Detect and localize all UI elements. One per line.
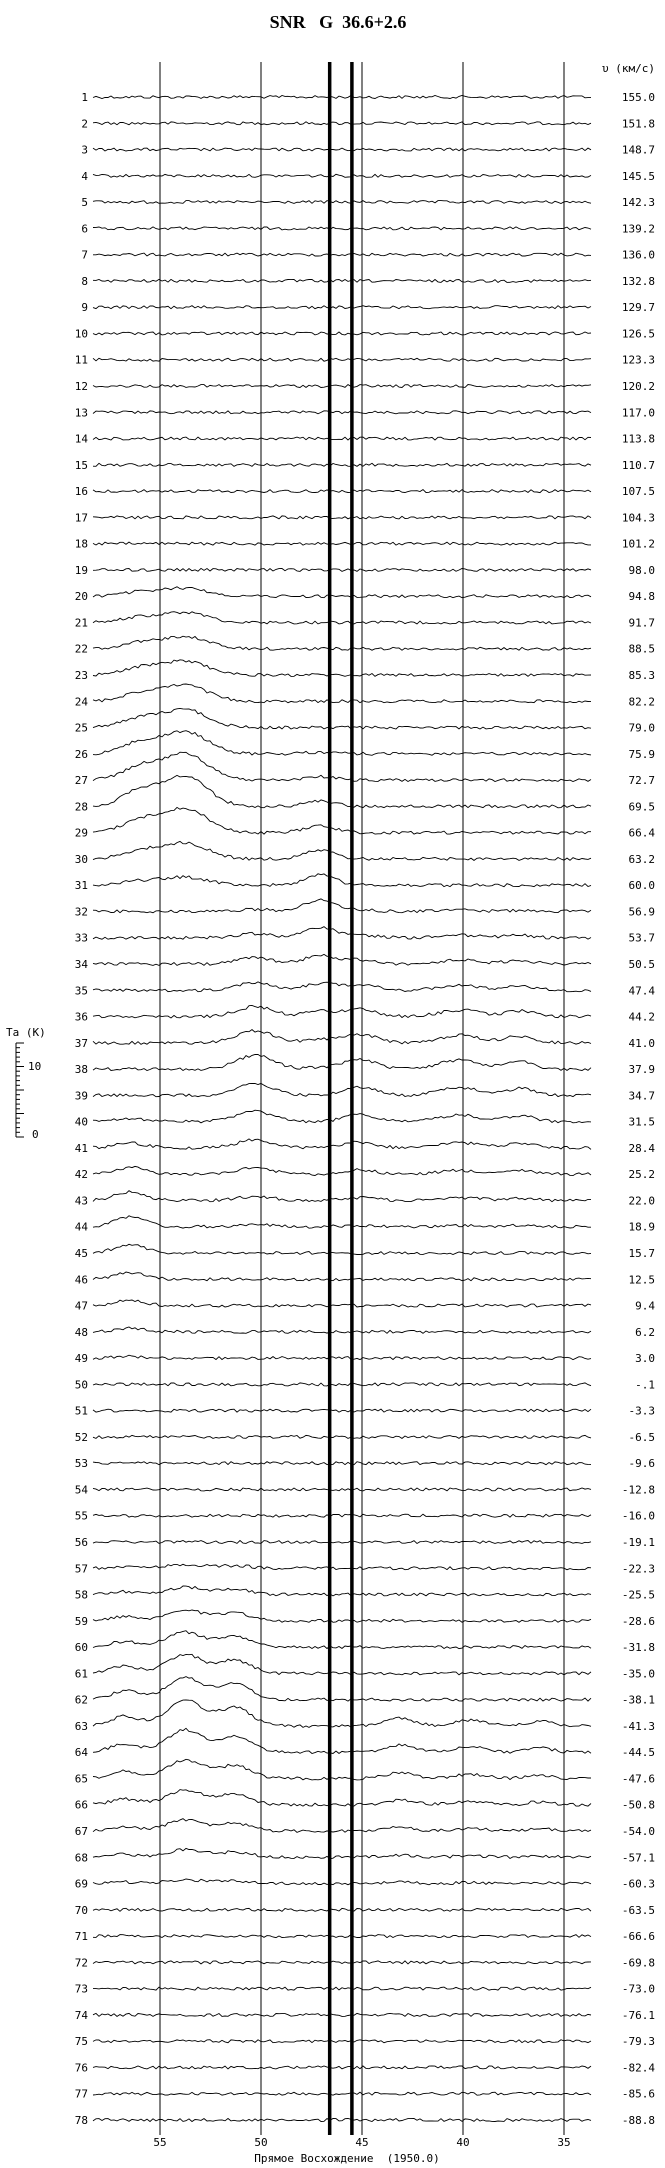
channel-label-66: 66 xyxy=(74,1798,88,1812)
trace-ch-55 xyxy=(93,1514,591,1517)
trace-ch-16 xyxy=(93,490,591,493)
channel-label-55: 55 xyxy=(74,1509,88,1523)
trace-ch-69 xyxy=(93,1879,591,1885)
x-tick-50: 50 xyxy=(254,2136,268,2149)
channel-label-16: 16 xyxy=(74,485,88,499)
velocity-label-27: 72.7 xyxy=(628,774,655,788)
x-tick-55: 55 xyxy=(153,2136,167,2149)
velocity-label-37: 41.0 xyxy=(628,1036,655,1050)
trace-ch-35 xyxy=(93,982,591,992)
velocity-label-63: -41.3 xyxy=(621,1719,655,1733)
velocity-label-75: -79.3 xyxy=(621,2035,655,2049)
velocity-label-10: 126.5 xyxy=(621,327,655,341)
trace-ch-53 xyxy=(93,1462,591,1465)
channel-label-53: 53 xyxy=(74,1457,88,1471)
velocity-label-74: -76.1 xyxy=(621,2008,655,2022)
trace-ch-58 xyxy=(93,1586,591,1596)
velocity-label-18: 101.2 xyxy=(621,537,655,551)
velocity-label-35: 47.4 xyxy=(628,984,655,998)
channel-label-37: 37 xyxy=(74,1036,88,1050)
velocity-label-9: 129.7 xyxy=(621,301,655,315)
channel-label-68: 68 xyxy=(74,1851,88,1865)
velocity-label-2: 151.8 xyxy=(621,117,655,131)
channel-label-36: 36 xyxy=(74,1010,88,1024)
ra-grid xyxy=(160,62,564,2135)
channel-label-42: 42 xyxy=(74,1168,88,1182)
trace-ch-37 xyxy=(93,1030,591,1045)
trace-ch-54 xyxy=(93,1488,591,1491)
channel-label-76: 76 xyxy=(74,2061,88,2075)
trace-ch-27 xyxy=(93,752,591,781)
channel-label-17: 17 xyxy=(74,511,88,525)
ta-scale-label: Ta (K) xyxy=(6,1026,46,1039)
trace-ch-19 xyxy=(93,568,591,571)
channel-label-41: 41 xyxy=(74,1141,88,1155)
trace-ch-56 xyxy=(93,1541,591,1544)
channel-label-31: 31 xyxy=(74,879,88,893)
channel-label-21: 21 xyxy=(74,616,88,630)
trace-ch-75 xyxy=(93,2040,591,2043)
trace-ch-29 xyxy=(93,807,591,834)
channel-label-39: 39 xyxy=(74,1089,88,1103)
velocity-label-53: -9.6 xyxy=(628,1457,655,1471)
channel-label-70: 70 xyxy=(74,1903,88,1917)
channel-label-54: 54 xyxy=(74,1483,88,1497)
trace-ch-24 xyxy=(93,684,591,703)
channel-label-57: 57 xyxy=(74,1562,88,1576)
velocity-label-7: 136.0 xyxy=(621,248,655,262)
trace-ch-38 xyxy=(93,1054,591,1070)
trace-ch-11 xyxy=(93,358,591,361)
channel-label-63: 63 xyxy=(74,1719,88,1733)
channel-label-49: 49 xyxy=(74,1352,88,1366)
velocity-label-42: 25.2 xyxy=(628,1168,655,1182)
channel-label-6: 6 xyxy=(81,222,88,236)
channel-label-2: 2 xyxy=(81,117,88,131)
channel-label-67: 67 xyxy=(74,1825,88,1838)
velocity-label-44: 18.9 xyxy=(628,1220,655,1234)
channel-label-24: 24 xyxy=(74,695,88,709)
channel-label-23: 23 xyxy=(74,669,88,682)
channel-label-40: 40 xyxy=(74,1115,88,1129)
trace-ch-2 xyxy=(93,122,591,125)
trace-ch-78 xyxy=(93,2119,591,2122)
velocity-label-77: -85.6 xyxy=(621,2087,655,2101)
trace-ch-5 xyxy=(93,201,591,204)
velocity-label-58: -25.5 xyxy=(621,1588,655,1602)
trace-ch-46 xyxy=(93,1272,591,1281)
trace-ch-70 xyxy=(93,1908,591,1911)
chart-title: SNR G 36.6+2.6 xyxy=(269,12,407,32)
trace-ch-61 xyxy=(93,1654,591,1675)
velocity-label-47: 9.4 xyxy=(635,1299,655,1313)
ta-scale-tick-10: 10 xyxy=(28,1060,42,1073)
channel-label-30: 30 xyxy=(74,852,88,866)
channel-label-4: 4 xyxy=(81,169,88,183)
channel-label-32: 32 xyxy=(74,905,88,919)
velocity-label-17: 104.3 xyxy=(621,511,655,525)
trace-ch-50 xyxy=(93,1383,591,1386)
velocity-label-46: 12.5 xyxy=(628,1273,655,1287)
trace-ch-39 xyxy=(93,1083,591,1096)
trace-ch-76 xyxy=(93,2066,591,2069)
channel-label-14: 14 xyxy=(74,432,88,446)
velocity-label-24: 82.2 xyxy=(628,695,655,709)
ta-scale-bar xyxy=(6,1026,46,1141)
trace-ch-45 xyxy=(93,1244,591,1254)
trace-ch-66 xyxy=(93,1790,591,1807)
trace-ch-72 xyxy=(93,1961,591,1964)
trace-ch-12 xyxy=(93,385,591,388)
velocity-label-52: -6.5 xyxy=(628,1430,655,1444)
trace-ch-52 xyxy=(93,1435,591,1438)
velocity-label-14: 113.8 xyxy=(621,432,655,446)
trace-ch-14 xyxy=(93,437,591,440)
velocity-label-13: 117.0 xyxy=(621,406,655,420)
channel-label-11: 11 xyxy=(74,353,88,367)
channel-label-44: 44 xyxy=(74,1220,88,1234)
trace-ch-73 xyxy=(93,1987,591,1990)
velocity-label-49: 3.0 xyxy=(635,1352,655,1366)
velocity-label-48: 6.2 xyxy=(635,1325,655,1339)
trace-ch-77 xyxy=(93,2092,591,2095)
velocity-label-36: 44.2 xyxy=(628,1010,655,1024)
trace-ch-1 xyxy=(93,96,591,99)
channel-label-52: 52 xyxy=(74,1430,88,1444)
velocity-label-43: 22.0 xyxy=(628,1194,655,1208)
trace-ch-44 xyxy=(93,1216,591,1228)
channel-label-8: 8 xyxy=(81,274,88,288)
velocity-label-68: -57.1 xyxy=(621,1851,655,1865)
velocity-label-12: 120.2 xyxy=(621,380,655,393)
trace-ch-71 xyxy=(93,1935,591,1938)
trace-ch-34 xyxy=(93,954,591,965)
velocity-label-51: -3.3 xyxy=(628,1404,655,1418)
velocity-label-40: 31.5 xyxy=(628,1115,655,1129)
velocity-label-64: -44.5 xyxy=(621,1746,655,1760)
velocity-label-33: 53.7 xyxy=(628,931,655,945)
channel-label-35: 35 xyxy=(74,984,88,998)
velocity-label-45: 15.7 xyxy=(628,1247,655,1260)
x-tick-40: 40 xyxy=(456,2136,470,2149)
velocity-label-6: 139.2 xyxy=(621,222,655,236)
trace-ch-20 xyxy=(93,587,591,598)
trace-ch-60 xyxy=(93,1631,591,1649)
trace-ch-42 xyxy=(93,1166,591,1175)
velocity-label-69: -60.3 xyxy=(621,1877,655,1891)
velocity-label-26: 75.9 xyxy=(628,747,655,761)
trace-ch-40 xyxy=(93,1110,591,1123)
channel-label-75: 75 xyxy=(74,2035,88,2049)
velocity-label-41: 28.4 xyxy=(628,1141,655,1155)
trace-ch-15 xyxy=(93,463,591,466)
channel-label-60: 60 xyxy=(74,1641,88,1655)
trace-ch-63 xyxy=(93,1700,591,1727)
channel-label-62: 62 xyxy=(74,1693,88,1707)
velocity-label-32: 56.9 xyxy=(628,905,655,919)
channel-label-34: 34 xyxy=(74,958,88,971)
trace-ch-17 xyxy=(93,516,591,519)
velocity-labels xyxy=(622,91,655,2127)
channel-label-69: 69 xyxy=(74,1877,88,1891)
channel-label-71: 71 xyxy=(74,1930,88,1944)
velocity-label-1: 155.0 xyxy=(621,91,655,104)
velocity-label-20: 94.8 xyxy=(628,590,655,604)
velocity-label-39: 34.7 xyxy=(628,1089,655,1103)
channel-label-50: 50 xyxy=(74,1378,88,1392)
channel-label-56: 56 xyxy=(74,1536,88,1549)
trace-ch-23 xyxy=(93,660,591,677)
trace-ch-51 xyxy=(93,1409,591,1412)
trace-ch-49 xyxy=(93,1355,591,1359)
channel-label-12: 12 xyxy=(74,380,88,393)
channel-label-9: 9 xyxy=(81,301,88,315)
velocity-label-3: 148.7 xyxy=(621,143,655,157)
trace-ch-65 xyxy=(93,1759,591,1780)
trace-ch-18 xyxy=(93,542,591,545)
velocity-label-34: 50.5 xyxy=(628,958,655,971)
velocity-label-11: 123.3 xyxy=(621,353,655,367)
velocity-label-15: 110.7 xyxy=(621,458,655,472)
velocity-label-72: -69.8 xyxy=(621,1956,655,1970)
trace-ch-41 xyxy=(93,1139,591,1150)
trace-ch-64 xyxy=(93,1728,591,1753)
velocity-label-54: -12.8 xyxy=(621,1483,655,1497)
trace-ch-68 xyxy=(93,1848,591,1858)
ta-scale-tick-0: 0 xyxy=(32,1128,39,1141)
velocity-label-60: -31.8 xyxy=(621,1641,655,1655)
velocity-label-73: -73.0 xyxy=(621,1982,655,1996)
channel-label-19: 19 xyxy=(74,563,88,577)
velocity-label-38: 37.9 xyxy=(628,1063,655,1077)
trace-ch-8 xyxy=(93,279,591,282)
trace-ch-26 xyxy=(93,731,591,756)
velocity-label-70: -63.5 xyxy=(621,1903,655,1917)
channel-label-51: 51 xyxy=(74,1404,88,1418)
channel-label-64: 64 xyxy=(74,1746,88,1760)
channel-label-78: 78 xyxy=(74,2114,88,2127)
trace-ch-31 xyxy=(93,874,591,887)
trace-ch-62 xyxy=(93,1677,591,1702)
trace-ch-25 xyxy=(93,708,591,729)
channel-label-20: 20 xyxy=(74,590,88,604)
velocity-label-71: -66.6 xyxy=(621,1930,655,1944)
channel-label-72: 72 xyxy=(74,1956,88,1970)
channel-label-13: 13 xyxy=(74,406,88,420)
channel-label-3: 3 xyxy=(81,143,88,157)
velocity-label-57: -22.3 xyxy=(621,1562,655,1576)
velocity-label-5: 142.3 xyxy=(621,196,655,210)
velocity-label-19: 98.0 xyxy=(628,563,655,577)
channel-label-18: 18 xyxy=(74,537,88,551)
channel-label-74: 74 xyxy=(74,2008,88,2022)
velocity-label-22: 88.5 xyxy=(628,642,655,656)
channel-label-27: 27 xyxy=(74,774,88,788)
x-ticks xyxy=(153,2136,570,2149)
x-tick-35: 35 xyxy=(557,2136,571,2149)
trace-ch-74 xyxy=(93,2013,591,2016)
velocity-label-65: -47.6 xyxy=(621,1772,655,1786)
channel-label-5: 5 xyxy=(81,196,88,210)
velocity-label-62: -38.1 xyxy=(621,1693,655,1707)
velocity-label-29: 66.4 xyxy=(628,826,655,840)
channel-label-7: 7 xyxy=(81,248,88,262)
trace-ch-57 xyxy=(93,1564,591,1569)
channel-label-25: 25 xyxy=(74,721,88,735)
channel-label-77: 77 xyxy=(74,2087,88,2101)
velocity-label-28: 69.5 xyxy=(628,800,655,814)
trace-ch-9 xyxy=(93,306,591,309)
velocity-label-78: -88.8 xyxy=(621,2114,655,2127)
trace-ch-36 xyxy=(93,1005,591,1018)
channel-label-47: 47 xyxy=(74,1299,88,1313)
velocity-label-23: 85.3 xyxy=(628,669,655,682)
channel-label-59: 59 xyxy=(74,1614,88,1628)
velocity-header: υ (км/с) xyxy=(602,62,655,75)
velocity-label-21: 91.7 xyxy=(628,616,655,630)
channel-label-26: 26 xyxy=(74,747,88,761)
x-axis-label: Прямое Восхождение (1950.0) xyxy=(254,2152,440,2165)
velocity-label-4: 145.5 xyxy=(621,169,655,183)
channel-label-43: 43 xyxy=(74,1194,88,1208)
trace-ch-48 xyxy=(93,1327,591,1333)
velocity-label-55: -16.0 xyxy=(621,1509,655,1523)
trace-ch-47 xyxy=(93,1300,591,1307)
velocity-label-30: 63.2 xyxy=(628,852,655,866)
velocity-label-8: 132.8 xyxy=(621,274,655,288)
channel-label-10: 10 xyxy=(74,327,88,341)
velocity-label-59: -28.6 xyxy=(621,1614,655,1628)
channel-label-46: 46 xyxy=(74,1273,88,1287)
trace-ch-22 xyxy=(93,636,591,650)
trace-ch-30 xyxy=(93,841,591,860)
velocity-label-50: -.1 xyxy=(635,1378,655,1392)
channel-label-65: 65 xyxy=(74,1772,88,1786)
channel-label-73: 73 xyxy=(74,1982,88,1996)
velocity-label-61: -35.0 xyxy=(621,1667,655,1681)
channel-labels xyxy=(75,91,89,2127)
trace-ch-59 xyxy=(93,1610,591,1622)
trace-ch-7 xyxy=(93,253,591,256)
channel-label-28: 28 xyxy=(74,800,88,814)
velocity-label-67: -54.0 xyxy=(621,1825,655,1838)
trace-ch-10 xyxy=(93,332,591,335)
channel-label-38: 38 xyxy=(74,1063,88,1077)
trace-ch-67 xyxy=(93,1819,591,1833)
channel-label-58: 58 xyxy=(74,1588,88,1602)
velocity-label-76: -82.4 xyxy=(621,2061,655,2075)
trace-ch-33 xyxy=(93,927,591,940)
trace-ch-4 xyxy=(93,174,591,177)
traces xyxy=(93,96,591,2122)
trace-ch-43 xyxy=(93,1191,591,1202)
channel-label-15: 15 xyxy=(74,458,88,472)
trace-ch-21 xyxy=(93,612,591,624)
trace-ch-13 xyxy=(93,411,591,414)
channel-label-22: 22 xyxy=(74,642,88,656)
channel-label-33: 33 xyxy=(74,931,88,945)
channel-label-48: 48 xyxy=(74,1325,88,1339)
trace-ch-3 xyxy=(93,148,591,151)
velocity-label-16: 107.5 xyxy=(621,485,655,499)
trace-ch-28 xyxy=(93,775,591,807)
velocity-label-56: -19.1 xyxy=(621,1536,655,1549)
channel-label-29: 29 xyxy=(74,826,88,840)
velocity-label-66: -50.8 xyxy=(621,1798,655,1812)
x-tick-45: 45 xyxy=(355,2136,369,2149)
channel-label-61: 61 xyxy=(74,1667,88,1681)
channel-label-1: 1 xyxy=(81,91,88,104)
velocity-label-31: 60.0 xyxy=(628,879,655,893)
velocity-label-25: 79.0 xyxy=(628,721,655,735)
channel-label-45: 45 xyxy=(74,1247,88,1260)
trace-ch-6 xyxy=(93,227,591,230)
trace-ch-32 xyxy=(93,899,591,913)
